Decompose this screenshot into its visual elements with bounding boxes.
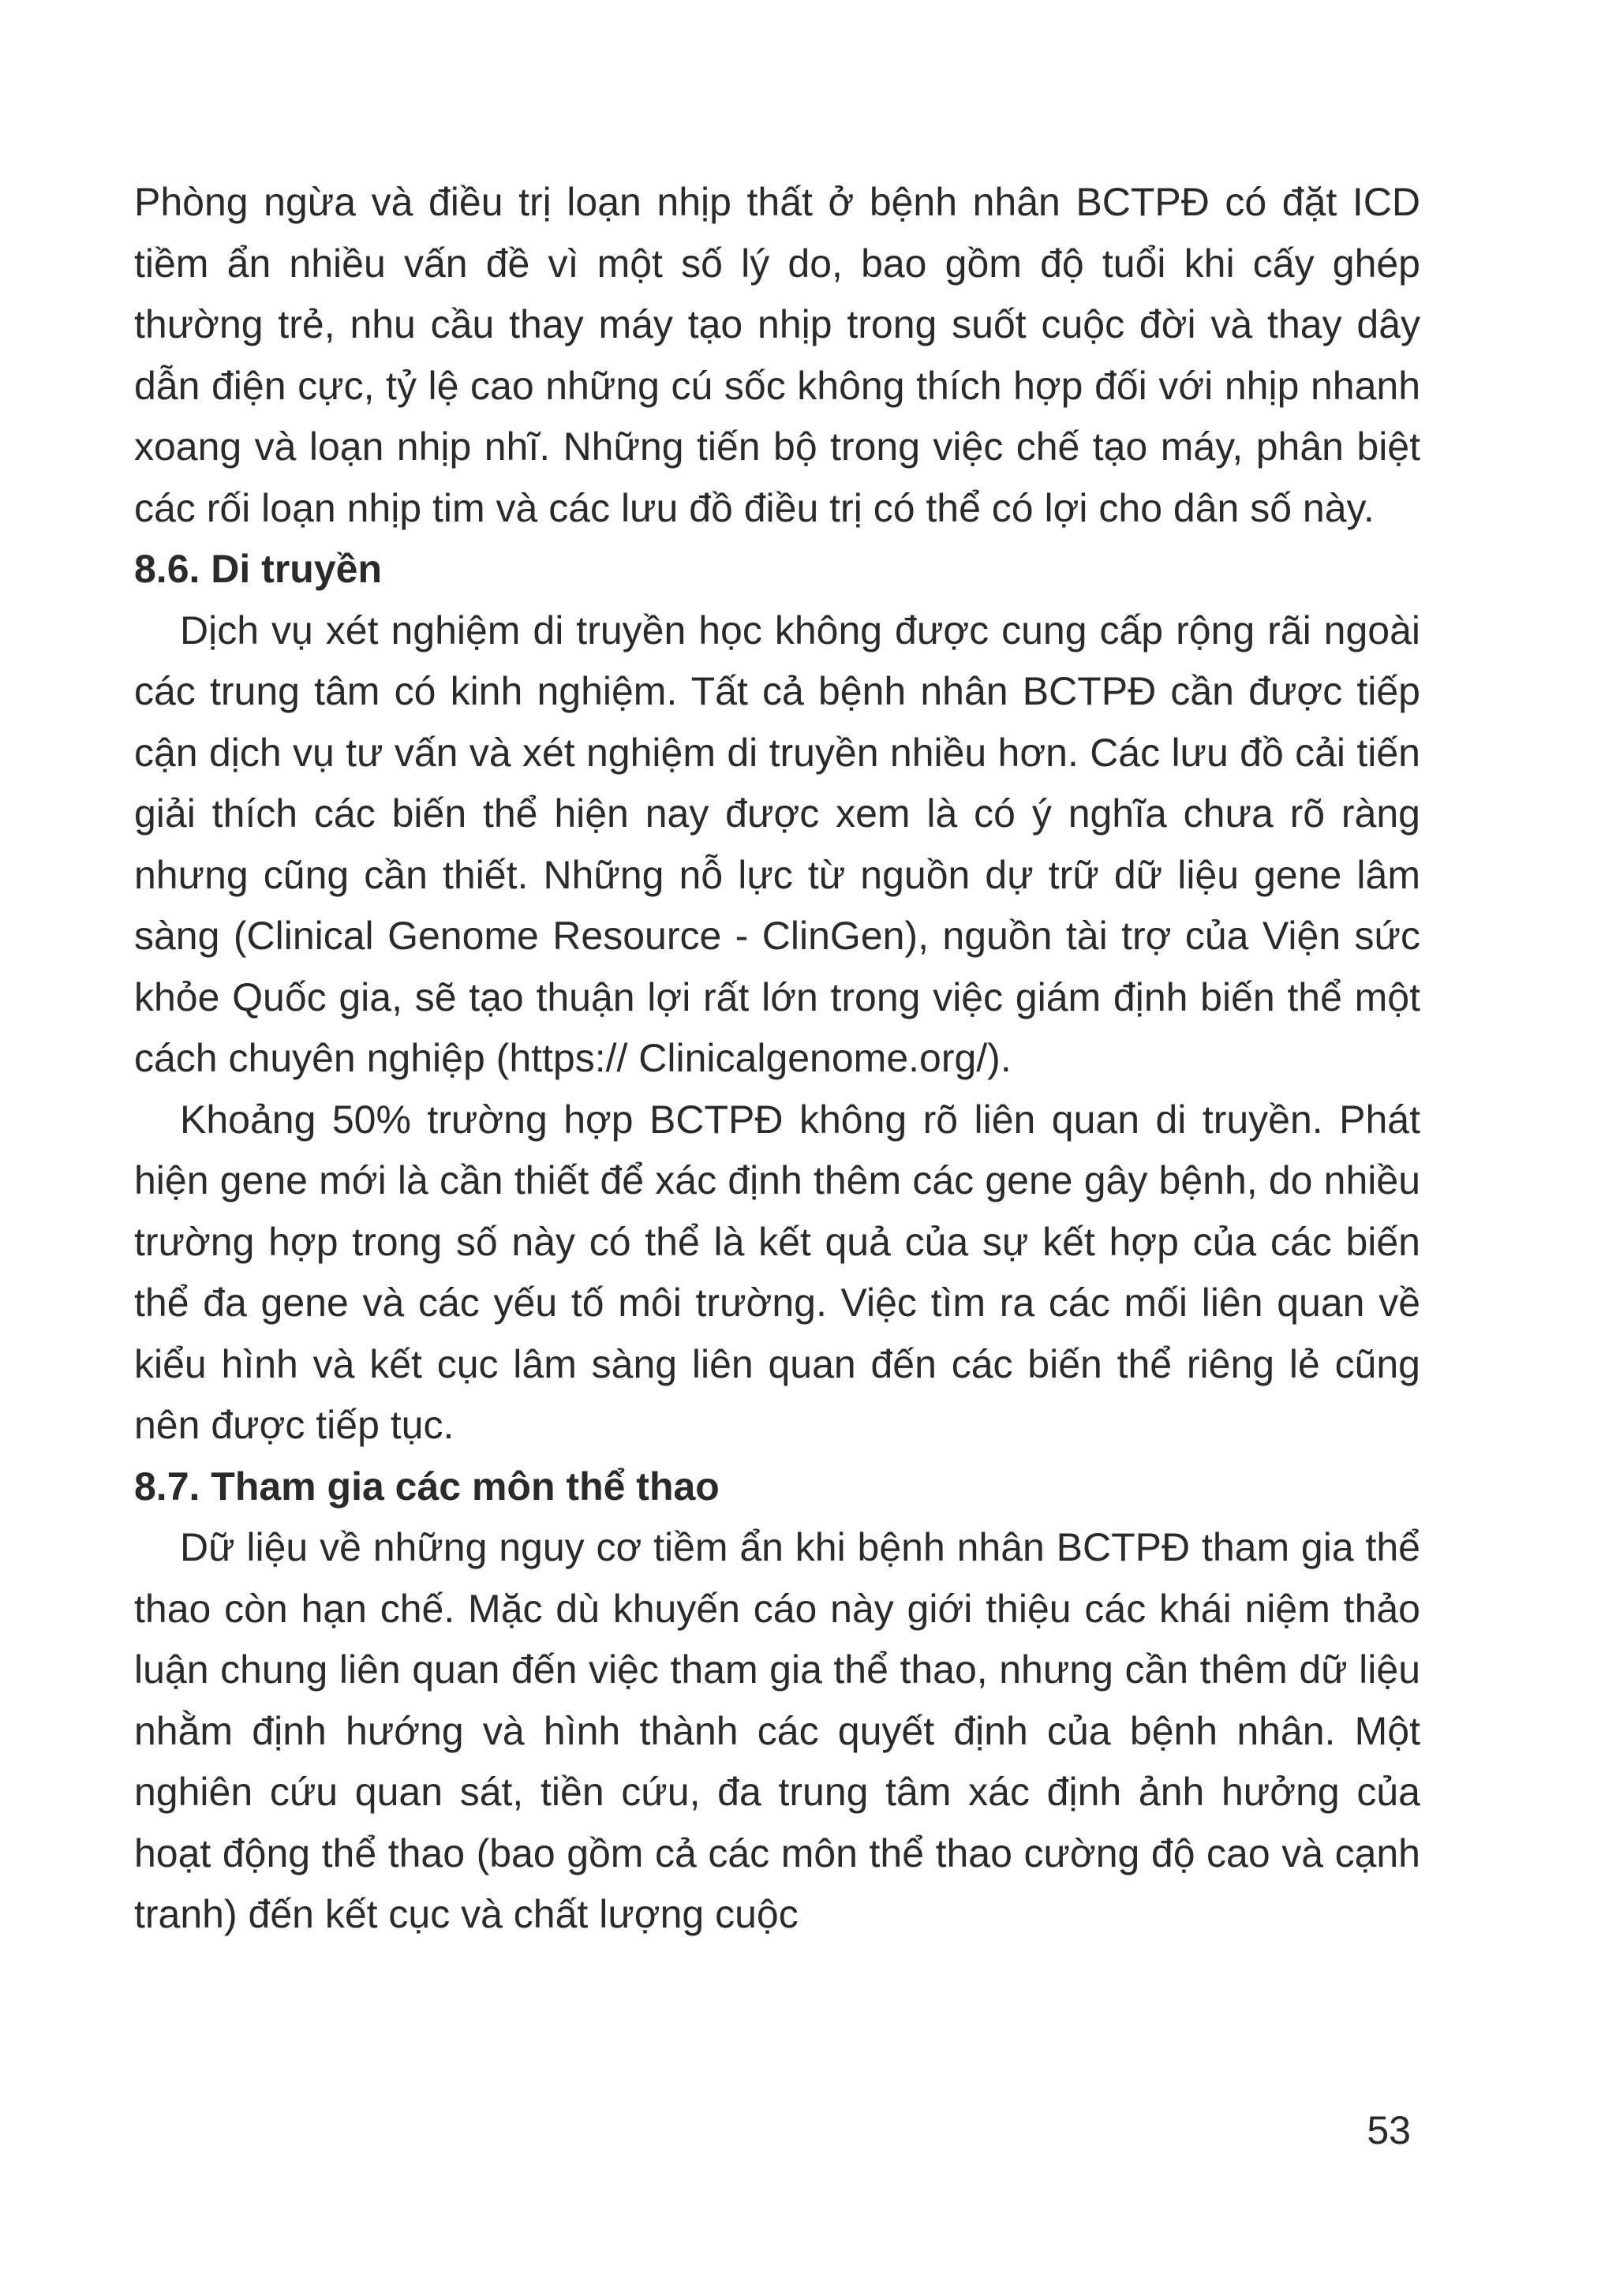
page-number: 53	[1367, 2108, 1411, 2152]
section-heading-genetics: 8.6. Di truyền	[134, 547, 382, 591]
body-text	[134, 172, 1420, 1946]
genetics-paragraph-1: Dịch vụ xét nghiệm di truyền học không được cung cấp rộng rãi ngoài các trung tâm có kinh nghiệm. Tất cả bệnh nhân BCTPĐ cần được tiếp cận dịch vụ tư vấn và xét nghiệm di truyền nhiều hơn. Các lưu đồ cải tiến giải thích các biến thể hiện nay được xem là có ý nghĩa chưa rõ ràng nhưng cũng cần thiết. Những nỗ lực từ nguồn dự trữ dữ liệu gene lâm sàng (Clinical Genome Resource - ClinGen), nguồn tài trợ của Viện sức khỏe Quốc gia, sẽ tạo thuận lợi rất lớn trong việc giám định biến thể một cách chuyên nghiệp (https:// Clinicalgenome.org/).	[134, 608, 1420, 1080]
genetics-paragraph-2: Khoảng 50% trường hợp BCTPĐ không rõ liên quan di truyền. Phát hiện gene mới là cần thiết để xác định thêm các gene gây bệnh, do nhiều trường hợp trong số này có thể là kết quả của sự kết hợp của các biến thể đa gene và các yếu tố môi trường. Việc tìm ra các mối liên quan về kiểu hình và kết cục lâm sàng liên quan đến các biến thể riêng lẻ cũng nên được tiếp tục.	[134, 1097, 1420, 1447]
section-heading-sports: 8.7. Tham gia các môn thể thao	[134, 1464, 720, 1509]
sports-paragraph-1: Dữ liệu về những nguy cơ tiềm ẩn khi bệnh nhân BCTPĐ tham gia thể thao còn hạn chế. Mặc dù khuyến cáo này giới thiệu các khái niệm thảo luận chung liên quan đến việc tham gia thể thao, nhưng cần thêm dữ liệu nhằm định hướng và hình thành các quyết định của bệnh nhân. Một nghiên cứu quan sát, tiền cứu, đa trung tâm xác định ảnh hưởng của hoạt động thể thao (bao gồm cả các môn thể thao cường độ cao và cạnh tranh) đến kết cục và chất lượng cuộc	[134, 1525, 1420, 1936]
intro-paragraph: Phòng ngừa và điều trị loạn nhịp thất ở bệnh nhân BCTPĐ có đặt ICD tiềm ẩn nhiều vấn đề vì một số lý do, bao gồm độ tuổi khi cấy ghép thường trẻ, nhu cầu thay máy tạo nhịp trong suốt cuộc đời và thay dây dẫn điện cực, tỷ lệ cao những cú sốc không thích hợp đối với nhịp nhanh xoang và loạn nhịp nhĩ. Những tiến bộ trong việc chế tạo máy, phân biệt các rối loạn nhịp tim và các lưu đồ điều trị có thể có lợi cho dân số này.	[134, 180, 1420, 530]
